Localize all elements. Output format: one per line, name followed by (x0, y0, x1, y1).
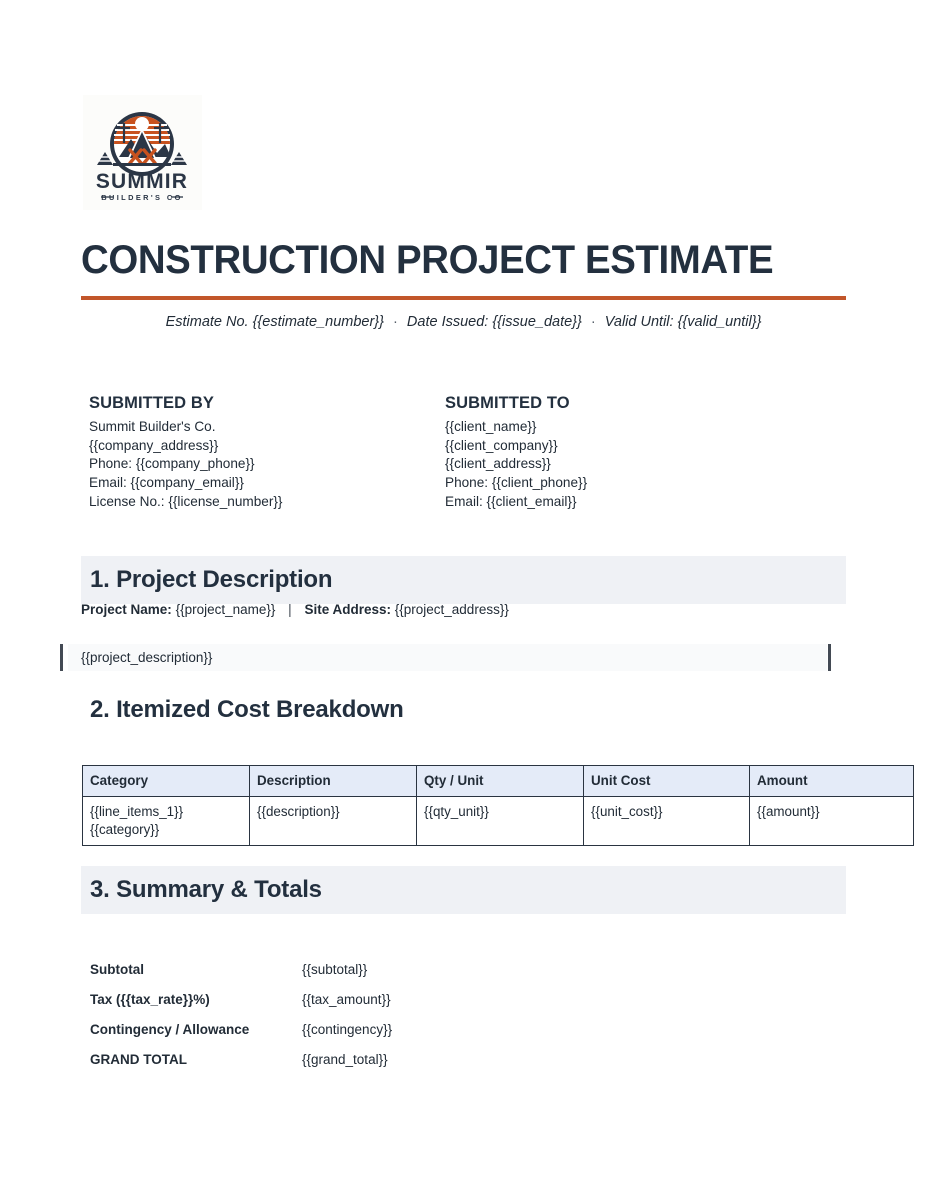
description-left-accent-bar (60, 644, 63, 671)
section-3-title: 3. Summary & Totals (90, 876, 322, 903)
section-3-heading-band (81, 866, 846, 914)
summary-value: {{contingency}} (302, 1022, 393, 1037)
site-address-value: {{project_address}} (394, 602, 509, 617)
summary-label: Tax ({{tax_rate}}%) (90, 992, 210, 1007)
submitted-to-line: {{client_company}} (445, 437, 558, 453)
project-description-callout (60, 644, 831, 671)
cell-unit-cost: {{unit_cost}} (584, 797, 750, 846)
summary-value: {{subtotal}} (302, 962, 368, 977)
itemized-cost-table (82, 765, 914, 846)
column-header-unit-cost: Unit Cost (584, 766, 750, 797)
section-1-heading-band (81, 556, 846, 604)
submitted-by-line: Email: {{company_email}} (89, 475, 244, 491)
cell-amount: {{amount}} (750, 797, 914, 846)
submitted-to-block (445, 393, 785, 512)
submitted-to-line: {{client_address}} (445, 456, 551, 472)
submitted-to-heading: SUBMITTED TO (445, 394, 570, 412)
cell-description: {{description}} (250, 797, 417, 846)
submitted-to-line: {{client_name}} (445, 419, 537, 434)
summary-row-subtotal (90, 960, 590, 990)
summit-builders-logo-mark (83, 95, 202, 210)
submitted-to-line: Email: {{client_email}} (445, 493, 577, 509)
issue-date-label: Date Issued: {{issue_date}} (406, 314, 582, 330)
submitted-by-line: Summit Builder's Co. (89, 419, 216, 434)
logo-brand-tagline: BUILDER'S CO (101, 193, 183, 202)
submitted-by-line: License No.: {{license_number}} (89, 493, 283, 509)
summary-row-grand-total (90, 1050, 590, 1080)
summary-label: GRAND TOTAL (90, 1052, 187, 1067)
company-logo (83, 95, 202, 210)
submitted-by-heading: SUBMITTED BY (89, 394, 214, 412)
table-header-row (83, 766, 914, 797)
project-name-label: Project Name: (81, 602, 172, 617)
section-2-title: 2. Itemized Cost Breakdown (90, 696, 404, 723)
column-header-description: Description (250, 766, 417, 797)
summary-label: Contingency / Allowance (90, 1022, 250, 1037)
summary-row-contingency (90, 1020, 590, 1050)
project-description-text: {{project_description}} (81, 650, 213, 665)
submitted-to-line: Phone: {{client_phone}} (445, 475, 588, 491)
title-accent-rule (81, 296, 846, 300)
column-header-category: Category (83, 766, 250, 797)
project-name-value: {{project_name}} (175, 602, 276, 617)
summary-value: {{grand_total}} (302, 1052, 388, 1067)
logo-brand-name: SUMMIR (95, 170, 189, 193)
summary-label: Subtotal (90, 962, 144, 977)
summary-totals-list (90, 960, 590, 1080)
table-row (83, 797, 914, 846)
column-header-amount: Amount (750, 766, 914, 797)
column-header-qty-unit: Qty / Unit (417, 766, 584, 797)
summary-value: {{tax_amount}} (302, 992, 391, 1007)
site-address-label: Site Address: (304, 602, 391, 617)
submitted-by-line: {{company_address}} (89, 437, 219, 453)
meta-separator-2: · (590, 314, 596, 330)
meta-separator-1: · (393, 314, 398, 330)
page-title: CONSTRUCTION PROJECT ESTIMATE (81, 238, 774, 282)
cell-qty-unit: {{qty_unit}} (417, 797, 584, 846)
estimate-meta-line (81, 314, 846, 330)
description-right-accent-bar (828, 644, 831, 671)
project-info-divider: | (288, 602, 292, 617)
submitted-by-block (89, 393, 429, 512)
cell-category: {{line_items_1}}{{category}} (83, 797, 250, 846)
estimate-number-label: Estimate No. {{estimate_number}} (165, 314, 384, 330)
project-info-line (81, 602, 509, 617)
valid-until-label: Valid Until: {{valid_until}} (604, 314, 762, 330)
section-1-title: 1. Project Description (90, 566, 333, 593)
summary-row-tax (90, 990, 590, 1020)
submitted-by-line: Phone: {{company_phone}} (89, 456, 255, 472)
